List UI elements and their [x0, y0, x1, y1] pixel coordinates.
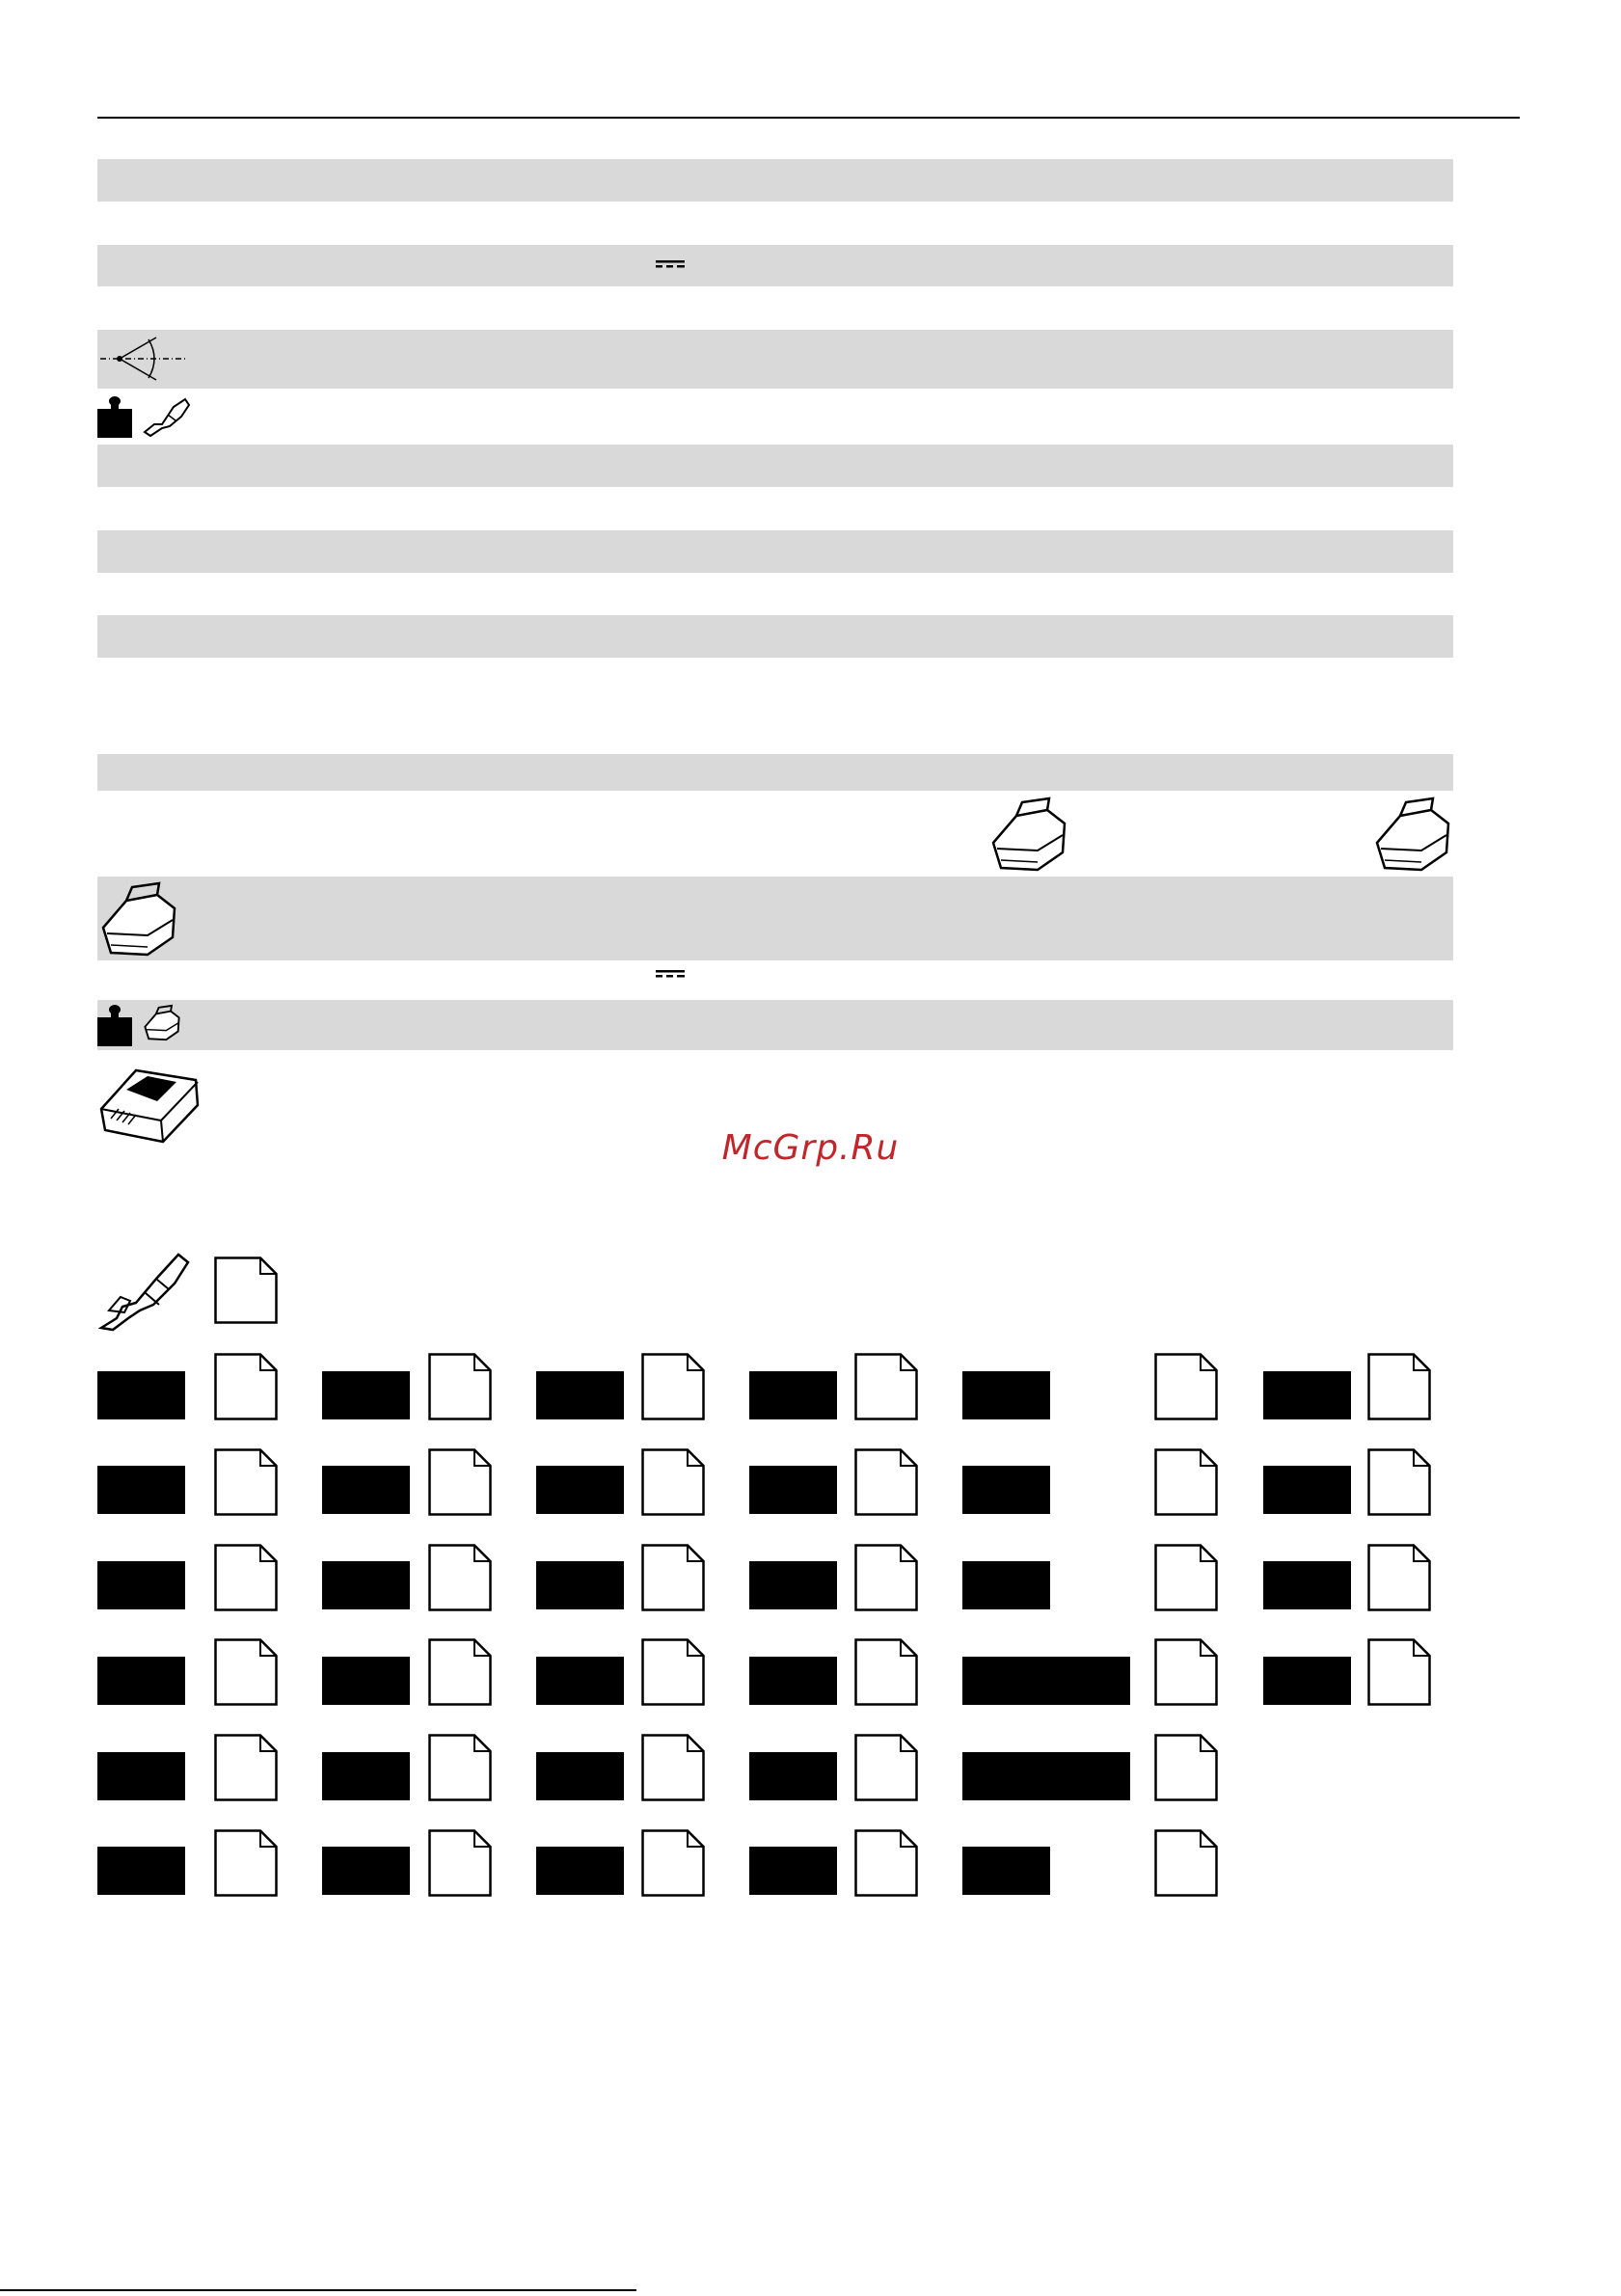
- code-block: [749, 1752, 837, 1800]
- document-icon: [641, 1544, 705, 1611]
- battery-pack-icon: [97, 879, 180, 960]
- document-icon: [1154, 1734, 1218, 1801]
- multitool-icon: [97, 1251, 190, 1332]
- code-block: [97, 1371, 185, 1419]
- document-icon: [214, 1829, 278, 1897]
- code-block: [749, 1466, 837, 1514]
- document-icon: [214, 1734, 278, 1801]
- code-block: [97, 1466, 185, 1514]
- document-icon: [854, 1829, 918, 1897]
- document-icon: [1154, 1638, 1218, 1706]
- watermark-text: McGrp.Ru: [721, 1128, 900, 1168]
- spec-row-8: [97, 877, 1453, 960]
- code-block: [1263, 1657, 1351, 1705]
- document-icon: [214, 1256, 278, 1324]
- document-icon: [214, 1638, 278, 1706]
- document-icon: [214, 1544, 278, 1611]
- document-icon: [641, 1638, 705, 1706]
- code-block: [322, 1466, 410, 1514]
- document-icon: [1367, 1448, 1431, 1516]
- code-block: [536, 1371, 624, 1419]
- code-block: [962, 1466, 1050, 1514]
- code-block: [749, 1561, 837, 1609]
- battery-pack-icon: [987, 795, 1070, 876]
- code-block: [536, 1847, 624, 1895]
- code-block: [322, 1371, 410, 1419]
- code-block: [536, 1466, 624, 1514]
- code-block: [962, 1561, 1050, 1609]
- code-block: [749, 1847, 837, 1895]
- code-block: [322, 1657, 410, 1705]
- document-icon: [1154, 1544, 1218, 1611]
- document-icon: [1367, 1544, 1431, 1611]
- battery-pack-icon: [1371, 795, 1454, 876]
- weight-icon: [97, 1004, 132, 1046]
- spec-row-7: [97, 754, 1453, 791]
- document-icon: [428, 1829, 492, 1897]
- spec-row-5: [97, 530, 1453, 573]
- angle-icon: [98, 332, 187, 386]
- code-block: [1263, 1561, 1351, 1609]
- code-block: [97, 1657, 185, 1705]
- dc-current-symbol: [656, 260, 685, 268]
- document-icon: [1367, 1353, 1431, 1420]
- code-block: [97, 1561, 185, 1609]
- code-block: [322, 1561, 410, 1609]
- document-icon: [854, 1448, 918, 1516]
- document-icon: [1367, 1638, 1431, 1706]
- spec-row-2: [97, 245, 1453, 286]
- document-icon: [854, 1353, 918, 1420]
- code-block: [749, 1657, 837, 1705]
- document-icon: [214, 1448, 278, 1516]
- spec-row-9: [97, 1000, 1453, 1050]
- document-icon: [428, 1734, 492, 1801]
- document-icon: [641, 1448, 705, 1516]
- spec-row-1: [97, 159, 1453, 202]
- document-icon: [214, 1353, 278, 1420]
- dc-current-symbol: [656, 970, 685, 978]
- document-icon: [428, 1544, 492, 1611]
- code-block: [322, 1847, 410, 1895]
- header-rule: [97, 117, 1520, 119]
- document-icon: [1154, 1353, 1218, 1420]
- code-block: [1263, 1371, 1351, 1419]
- code-block: [962, 1657, 1130, 1705]
- code-block: [322, 1752, 410, 1800]
- document-icon: [854, 1734, 918, 1801]
- document-icon: [641, 1734, 705, 1801]
- code-block: [962, 1752, 1130, 1800]
- weight-icon: [97, 395, 132, 438]
- battery-pack-icon: [141, 1004, 183, 1042]
- spec-row-6: [97, 615, 1453, 658]
- document-icon: [854, 1544, 918, 1611]
- spec-row-4: [97, 445, 1453, 487]
- multitool-icon: [141, 395, 191, 438]
- document-icon: [1154, 1829, 1218, 1897]
- document-icon: [641, 1829, 705, 1897]
- code-block: [97, 1752, 185, 1800]
- document-icon: [854, 1638, 918, 1706]
- code-block: [1263, 1466, 1351, 1514]
- code-block: [962, 1847, 1050, 1895]
- footer-rule: [0, 2289, 636, 2291]
- document-icon: [428, 1353, 492, 1420]
- code-block: [749, 1371, 837, 1419]
- code-block: [536, 1561, 624, 1609]
- code-block: [536, 1752, 624, 1800]
- code-block: [962, 1371, 1050, 1419]
- document-icon: [428, 1638, 492, 1706]
- document-icon: [1154, 1448, 1218, 1516]
- spec-row-3: [97, 330, 1453, 389]
- code-block: [97, 1847, 185, 1895]
- document-icon: [428, 1448, 492, 1516]
- document-icon: [641, 1353, 705, 1420]
- code-block: [536, 1657, 624, 1705]
